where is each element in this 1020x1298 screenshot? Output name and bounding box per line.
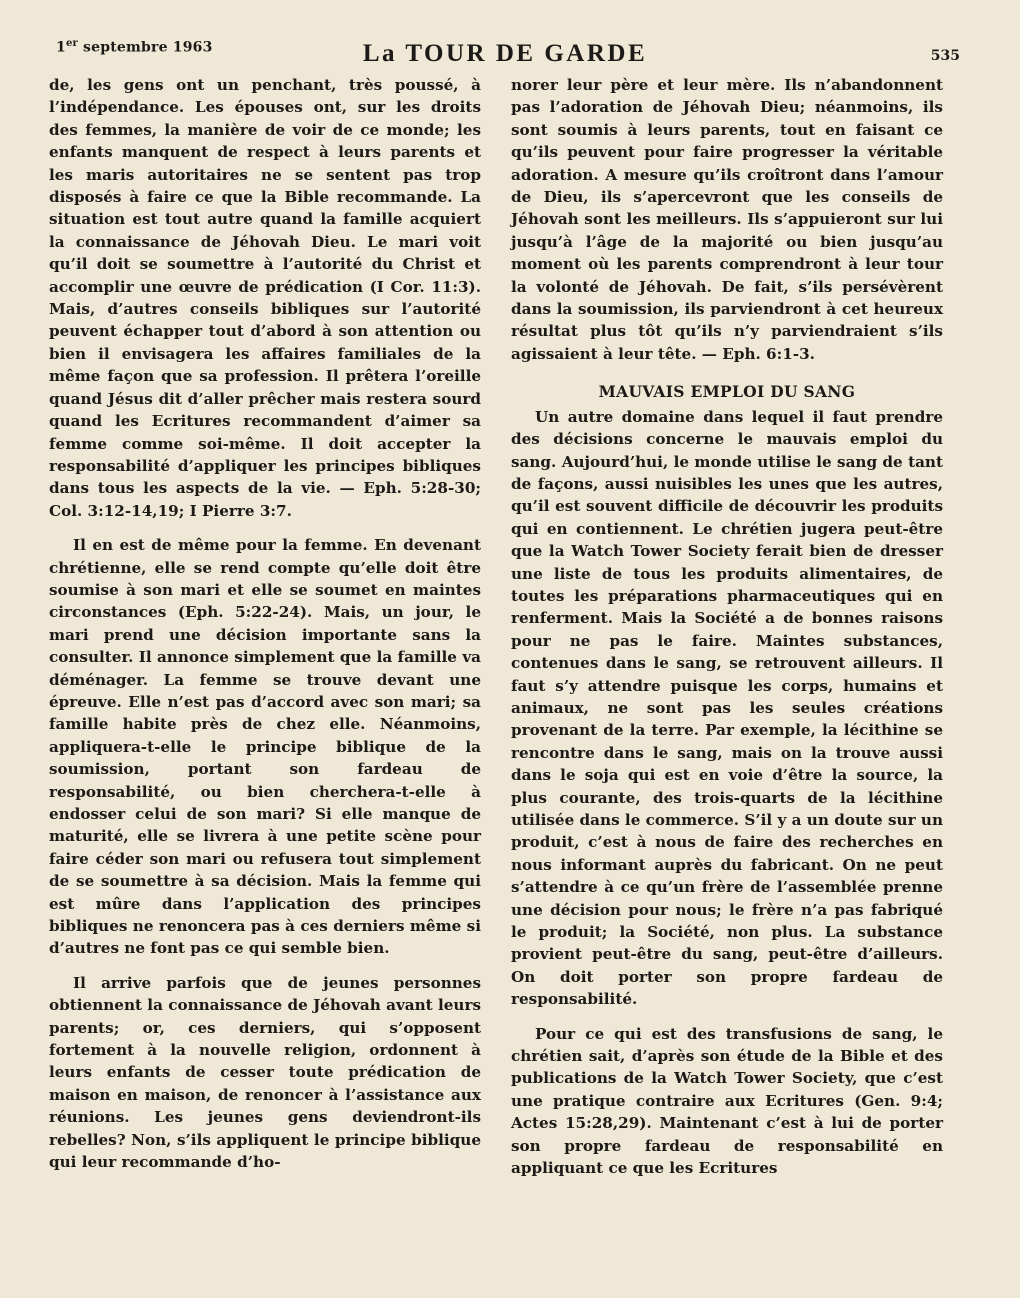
left-paragraph-1: de, les gens ont un penchant, très poussé, à l’indépendance. Les épouses ont, sur les droits des femmes, la manière de voir de ce monde; les enfants manquent de respect à leurs parents et les maris autoritaires ne se sentent pas trop disposés à faire ce que la Bible recommande. La situation est tout autre quand la famille acquiert la connaissance de Jéhovah Dieu. Le mari voit qu’il doit se soumettre à l’autorité du Christ et accomplir une œuvre de prédication (I Cor. 11:3). Mais, d’autres conseils bibliques sur l’autorité peuvent échapper tout d’abord à son attention ou bien il envisagera les affaires familiales de la même façon que sa profession. Il prêtera l’oreille quand Jésus dit d’aller prêcher mais restera sourd quand les Ecritures recommandent d’aimer sa femme comme soi-même. Il doit accepter la responsabilité d’appliquer les principes bibliques dans tous les aspects de la vie. — Eph. 5:28-30; Col. 3:12-14,19; I Pierre 3:7. [49, 76, 481, 520]
right-paragraph-3: Pour ce qui est des transfusions de sang, le chrétien sait, d’après son étude de la Bible et des publications de la Watch Tower Society, que c’est une pratique contraire aux Ecritures (Gen. 9:4; Actes 15:28,29). Maintenant c’est à lui de porter son propre fardeau de responsabilité en appliquant ce que les Ecritures [511, 1024, 943, 1178]
issue-date-month-year: septembre 1963 [77, 39, 213, 56]
right-paragraph-1: norer leur père et leur mère. Ils n’abandonnent pas l’adoration de Jéhovah Dieu; néanmoins, ils sont soumis à leurs parents, tout en faisant ce qu’ils peuvent pour faire progresser la véritable adoration. A mesure qu’ils croîtront dans l’amour de Dieu, ils s’apercevront que les conseils de Jéhovah sont les meilleurs. Ils s’appuieront sur lui jusqu’à l’âge de la majorité ou bien jusqu’au moment où les parents comprendront à leur tour la volonté de Jéhovah. De fait, s’ils persévèrent dans la soumission, ils parviendront à cet heureux résultat plus tôt qu’ils n’y parviendraient s’ils agissaient à leur tête. — Eph. 6:1-3. [511, 76, 943, 363]
left-column [49, 74, 481, 1174]
section-subheading: MAUVAIS EMPLOI DU SANG [598, 382, 856, 402]
right-paragraph-2: Un autre domaine dans lequel il faut prendre des décisions concerne le mauvais emploi du sang. Aujourd’hui, le monde utilise le sang de tant de façons, aussi nuisibles les unes que les autres, qu’il est souvent difficile de découvrir les produits qui en contiennent. Le chrétien jugera peut-être que la Watch Tower Society ferait bien de dresser une liste de tous les produits alimentaires, de toutes les préparations pharmaceutiques qui en renferment. Mais la Société a de bonnes raisons pour ne pas le faire. Maintes substances, contenues dans le sang, se retrouvent ailleurs. Il faut s’y attendre puisque les corps, humains et animaux, ne sont pas les seules créations provenant de la terre. Par exemple, la lécithine se rencontre dans le sang, mais on la trouve aussi dans le soja qui est en voie d’être la source, la plus courante, des trois-quarts de la lécithine utilisée dans le commerce. S’il y a un doute sur un produit, c’est à nous de faire des recherches en nous informant auprès du fabricant. On ne peut s’attendre à ce qu’un frère de l’assemblée prenne une décision pour nous; le frère n’a pas fabriqué le produit; la Société, non plus. La substance provient peut-être du sang, peut-être d’ailleurs. On doit porter son propre fardeau de responsabilité. [511, 407, 943, 1009]
issue-date-ordinal: er [65, 38, 78, 49]
page-header [40, 36, 960, 72]
page-number: 535 [930, 48, 960, 64]
left-paragraph-2: Il en est de même pour la femme. En devenant chrétienne, elle se rend compte qu’elle doit être soumise à son mari et elle se soumet en maintes circonstances (Eph. 5:22-24). Mais, un jour, le mari prend une décision importante sans la consulter. Il annonce simplement que la famille va déménager. La femme se trouve devant une épreuve. Elle n’est pas d’accord avec son mari; sa famille habite près de chez elle. Néanmoins, appliquera-t-elle le principe biblique de la soumission, portant son fardeau de responsabilité, ou bien cherchera-t-elle à endosser celui de son mari? Si elle manque de maturité, elle se livrera à une petite scène pour faire céder son mari ou refusera tout simplement de se soumettre à sa décision. Mais la femme qui est mûre dans l’application des principes bibliques ne renoncera pas à ces derniers même si d’autres ne font pas ce qui semble bien. [49, 536, 481, 958]
right-column [511, 74, 943, 1180]
left-paragraph-3: Il arrive parfois que de jeunes personnes obtiennent la connaissance de Jéhovah avant leurs parents; or, ces derniers, qui s’opposent fortement à la nouvelle religion, ordonnent à leurs enfants de cesser toute prédication de maison en maison, de renoncer à l’assistance aux réunions. Les jeunes gens deviendront-ils rebelles? Non, s’ils appliquent le principe biblique qui leur recommande d’ho- [49, 973, 481, 1172]
magazine-title: La TOUR DE GARDE [362, 40, 648, 67]
issue-date-day: 1 [56, 39, 66, 56]
